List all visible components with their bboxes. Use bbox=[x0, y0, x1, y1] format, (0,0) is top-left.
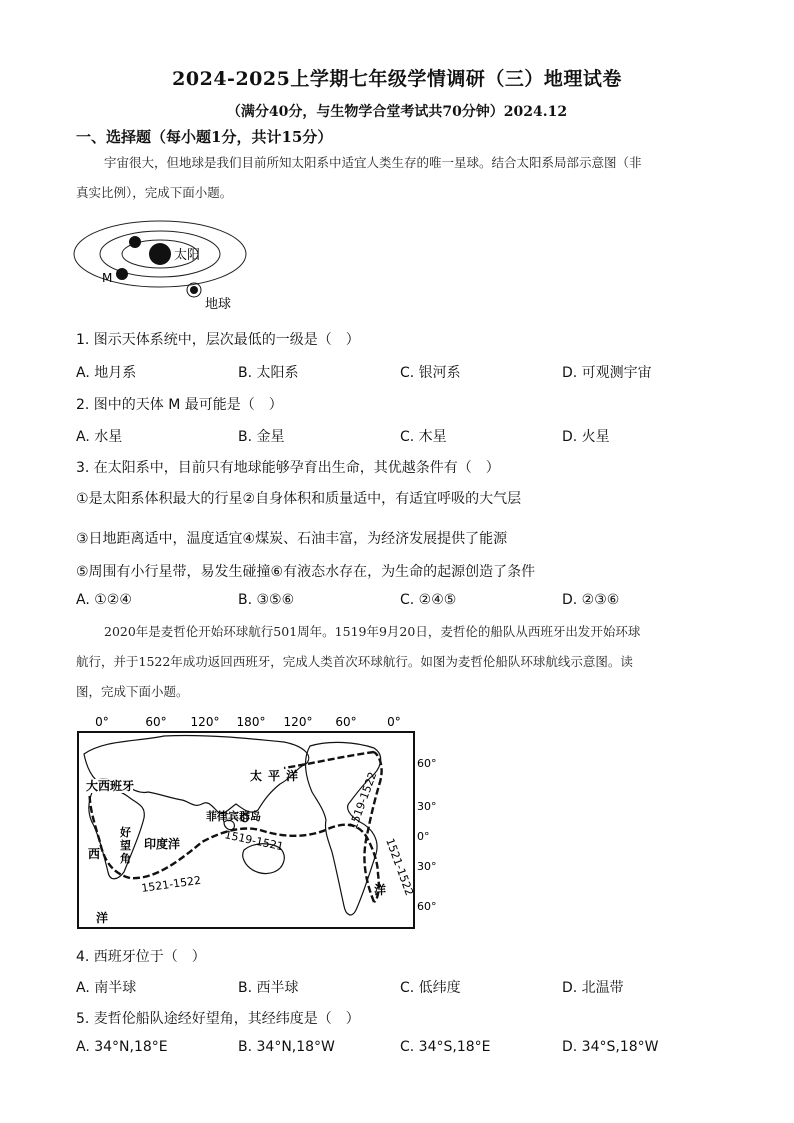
q3-option-d[interactable]: D. ②③⑥ bbox=[562, 592, 620, 608]
page-title: 2024-2025上学期七年级学情调研（三）地理试卷 bbox=[172, 68, 622, 90]
q3-statement-line-3: ⑤周围有小行星带，易发生碰撞⑥有液态水存在，为生命的起源创造了条件 bbox=[76, 564, 536, 580]
q4-option-d[interactable]: D. 北温带 bbox=[562, 980, 624, 996]
good-hope-char-3: 角 bbox=[120, 852, 131, 865]
lat-tick-label: 60° bbox=[417, 900, 437, 913]
q4-option-a[interactable]: A. 南半球 bbox=[76, 980, 137, 996]
lon-tick-label: 180° bbox=[236, 715, 266, 729]
q5-option-b[interactable]: B. 34°N,18°W bbox=[238, 1039, 335, 1055]
q4-option-b[interactable]: B. 西半球 bbox=[238, 980, 299, 996]
m-label: M bbox=[102, 271, 113, 285]
passage-2-line-1: 2020年是麦哲伦开始环球航行501周年。1519年9月20日，麦哲伦的船队从西班牙出发开始环球 bbox=[104, 624, 641, 639]
q1-option-b[interactable]: B. 太阳系 bbox=[238, 365, 299, 381]
q3-option-b[interactable]: B. ③⑤⑥ bbox=[238, 592, 295, 608]
page-subtitle: （满分40分，与生物学合堂考试共70分钟）2024.12 bbox=[226, 104, 568, 120]
magellan-route-map bbox=[74, 712, 444, 934]
q2-option-c[interactable]: C. 木星 bbox=[400, 429, 447, 445]
lat-tick-label: 30° bbox=[417, 860, 437, 873]
q1-option-d[interactable]: D. 可观测宇宙 bbox=[562, 365, 652, 381]
atlantic-yang-left-label: 洋 bbox=[96, 911, 109, 925]
lon-tick-label: 0° bbox=[387, 715, 401, 729]
q2-option-d[interactable]: D. 火星 bbox=[562, 429, 610, 445]
question-5-stem: 5. 麦哲伦船队途经好望角，其经纬度是（ ） bbox=[76, 1011, 360, 1027]
lon-tick-label: 60° bbox=[145, 715, 167, 729]
q3-statement-line-1: ①是太阳系体积最大的行星②自身体积和质量适中，有适宜呼吸的大气层 bbox=[76, 491, 522, 507]
atlantic-da-label: 大 bbox=[86, 779, 99, 793]
lon-tick-label: 60° bbox=[335, 715, 357, 729]
lat-tick-label: 0° bbox=[417, 830, 430, 843]
lat-tick-label: 60° bbox=[417, 757, 437, 770]
q1-option-a[interactable]: A. 地月系 bbox=[76, 365, 137, 381]
earth-icon bbox=[190, 286, 198, 294]
passage-1-line-2: 真实比例），完成下面小题。 bbox=[76, 185, 233, 200]
passage-2 bbox=[76, 617, 716, 707]
q3-option-c[interactable]: C. ②④⑤ bbox=[400, 592, 457, 608]
route-label-1519-1522-right: 1519-1522 bbox=[346, 770, 380, 832]
sun-icon bbox=[149, 243, 171, 265]
earth-label: 地球 bbox=[205, 297, 232, 312]
route-label-1519-1521: 1519-1521 bbox=[223, 828, 285, 854]
good-hope-label bbox=[119, 825, 131, 865]
lat-tick-label: 30° bbox=[417, 800, 437, 813]
passage-1-line-1: 宇宙很大，但地球是我们目前所知太阳系中适宜人类生存的唯一星球。结合太阳系局部示意图（非 bbox=[104, 155, 642, 170]
section-heading: 一、选择题（每小题1分，共计15分） bbox=[76, 128, 333, 146]
question-4-stem: 4. 西班牙位于（ ） bbox=[76, 949, 206, 965]
lon-tick-label: 120° bbox=[190, 715, 220, 729]
planet-m-icon bbox=[116, 268, 128, 280]
good-hope-char-1: 好 bbox=[120, 826, 131, 839]
q3-statement-line-2: ③日地距离适中，温度适宜④煤炭、石油丰富，为经济发展提供了能源 bbox=[76, 531, 508, 547]
q1-option-c[interactable]: C. 银河系 bbox=[400, 365, 461, 381]
route-label-1521-1522-right: 1521-1522 bbox=[383, 836, 416, 898]
question-3-stem: 3. 在太阳系中，目前只有地球能够孕育出生命，其优越条件有（ ） bbox=[76, 460, 500, 476]
passage-2-line-2: 航行，并于1522年成功返回西班牙，完成人类首次环球航行。如图为麦哲伦船队环球航线示意图。读 bbox=[76, 654, 633, 669]
inner-planet-icon bbox=[129, 236, 141, 248]
solar-system-figure bbox=[70, 212, 260, 314]
route-label-1521-1522: 1521-1522 bbox=[140, 873, 202, 895]
lon-tick-label: 0° bbox=[95, 715, 109, 729]
q2-option-b[interactable]: B. 金星 bbox=[238, 429, 285, 445]
q5-option-d[interactable]: D. 34°S,18°W bbox=[562, 1039, 659, 1055]
q2-option-a[interactable]: A. 水星 bbox=[76, 429, 123, 445]
philippines-label: 菲律宾群岛 bbox=[206, 810, 261, 823]
pacific-label: 太平洋 bbox=[250, 769, 305, 783]
q5-option-c[interactable]: C. 34°S,18°E bbox=[400, 1039, 491, 1055]
q4-option-c[interactable]: C. 低纬度 bbox=[400, 980, 461, 996]
atlantic-xi-label: 西 bbox=[88, 847, 101, 861]
passage-1 bbox=[76, 148, 716, 208]
atlantic-yang-right-label: 洋 bbox=[374, 883, 387, 897]
q5-option-a[interactable]: A. 34°N,18°E bbox=[76, 1039, 168, 1055]
good-hope-char-2: 望 bbox=[120, 839, 131, 852]
question-2-stem: 2. 图中的天体 M 最可能是（ ） bbox=[76, 397, 283, 413]
q3-option-a[interactable]: A. ①②④ bbox=[76, 592, 132, 608]
lon-tick-label: 120° bbox=[283, 715, 313, 729]
spain-label: 西班牙 bbox=[98, 779, 135, 793]
passage-2-line-3: 图，完成下面小题。 bbox=[76, 684, 189, 699]
sun-label: 太阳 bbox=[174, 248, 201, 263]
question-1-stem: 1. 图示天体系统中，层次最低的一级是（ ） bbox=[76, 332, 360, 348]
indian-ocean-label: 印度洋 bbox=[144, 837, 181, 851]
